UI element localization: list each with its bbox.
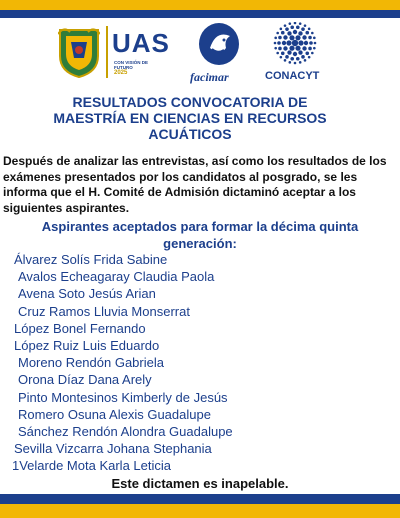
list-item: 1Velarde Mota Karla Leticia [12,458,171,474]
list-item: Sánchez Rendón Alondra Guadalupe [18,424,233,439]
conacyt-dot [302,35,306,39]
conacyt-dot [313,37,316,40]
list-item: Avena Soto Jesús Arian [18,286,156,302]
conacyt-dot [283,46,287,50]
conacyt-dot [309,41,313,45]
conacyt-dot [296,25,300,29]
conacyt-dot [304,59,307,62]
conacyt-dot [313,47,316,50]
conacyt-wordmark: CONACYT [265,70,320,82]
uas-year: 2025 [114,70,128,76]
conacyt-dot [292,40,298,46]
conacyt-dot [298,40,303,45]
conacyt-dot [290,57,294,61]
conacyt-dot [285,55,289,59]
uas-wordmark: UAS [112,28,170,58]
conacyt-dot [305,31,309,35]
conacyt-dot [298,50,302,54]
bottom-navy-band [0,494,400,504]
conacyt-dot [299,22,302,25]
conacyt-dot [304,24,307,27]
conacyt-dot [294,22,297,24]
conacyt-dot [311,32,314,35]
conacyt-dot [290,25,294,29]
conacyt-dot [281,51,285,55]
conacyt-dot [284,59,287,62]
conacyt-dot [274,47,277,50]
conacyt-dot [296,57,300,61]
conacyt-dot [304,41,308,45]
list-item: Avalos Echeagaray Claudia Paola [18,269,215,285]
conacyt-dot [293,52,297,56]
conacyt-dot [287,31,291,35]
conacyt-dot [295,35,300,40]
conacyt-dot [276,32,279,35]
conacyt-dot [289,35,294,40]
conacyt-dot [283,35,287,39]
conacyt-dot [308,47,312,51]
logo-divider [106,26,108,78]
conacyt-dot [282,41,286,45]
conacyt-dot [295,46,300,51]
conacyt-dot [277,41,281,45]
conacyt-logo [262,22,328,84]
facimar-wordmark: facimar [190,70,229,84]
page-title: RESULTADOS CONVOCATORIA DE MAESTRÍA EN CIENCIAS EN RECURSOS ACUÁTICOS [53,94,327,142]
conacyt-dot [301,55,305,59]
conacyt-dot [274,37,277,40]
conacyt-dot [293,30,297,34]
list-item: Sevilla Vizcarra Johana Stephania [14,441,212,457]
conacyt-dot [280,56,283,59]
conacyt-dot [280,28,283,31]
intro-paragraph: Después de analizar las entrevistas, así como los resultados de los exámenes presentados por los candidatos al posgrado, se les informa que el H. Comité de Admisión dictaminó aceptar a los siguientes aspirantes. [3,154,387,215]
conacyt-dot [301,27,305,31]
conacyt-dot [308,36,312,40]
list-item: Álvarez Solís Frida Sabine [14,252,168,267]
conacyt-dot [305,51,309,55]
conacyt-dot [308,56,311,59]
list-item: Orona Díaz Dana Arely [18,372,152,388]
list-item: Pinto Montesinos Kimberly de Jesús [18,389,228,405]
conacyt-dot [287,50,291,54]
accepted-heading: Aspirantes aceptados para formar la décima quinta generación: [41,219,359,251]
conacyt-dot [302,46,306,50]
conacyt-dot [276,52,279,55]
conacyt-dot [278,47,282,51]
logo-row [0,20,400,88]
bottom-gold-band [0,504,400,518]
conacyt-dot [311,52,314,55]
list-item: López Ruiz Luis Eduardo [14,338,160,353]
conacyt-dot [289,61,292,64]
conacyt-dot [285,27,289,31]
conacyt-dot [284,24,287,27]
conacyt-dot [289,46,294,51]
list-item: Cruz Ramos Lluvia Monserrat [18,303,190,319]
conacyt-dot [299,61,302,64]
conacyt-dot [308,28,311,31]
list-item: Romero Osuna Alexis Guadalupe [18,406,211,422]
closing-statement: Este dictamen es inapelable. [111,476,289,491]
conacyt-dot [274,42,277,45]
top-navy-band [0,10,400,18]
conacyt-dot [294,62,297,65]
conacyt-dot [278,36,282,40]
conacyt-dot [281,31,285,35]
uas-shield-logo [58,26,100,78]
facimar-logo [188,22,250,84]
conacyt-dot [286,40,291,45]
conacyt-dot [298,31,302,35]
uas-logo [112,28,172,80]
uas-tagline: CON VISIÓN DE FUTURO [114,60,149,70]
top-gold-band [0,0,400,10]
conacyt-dot [314,42,317,45]
conacyt-dot [289,22,292,25]
list-item: Moreno Rendón Gabriela [18,355,164,371]
list-item: López Bonel Fernando [14,320,146,336]
